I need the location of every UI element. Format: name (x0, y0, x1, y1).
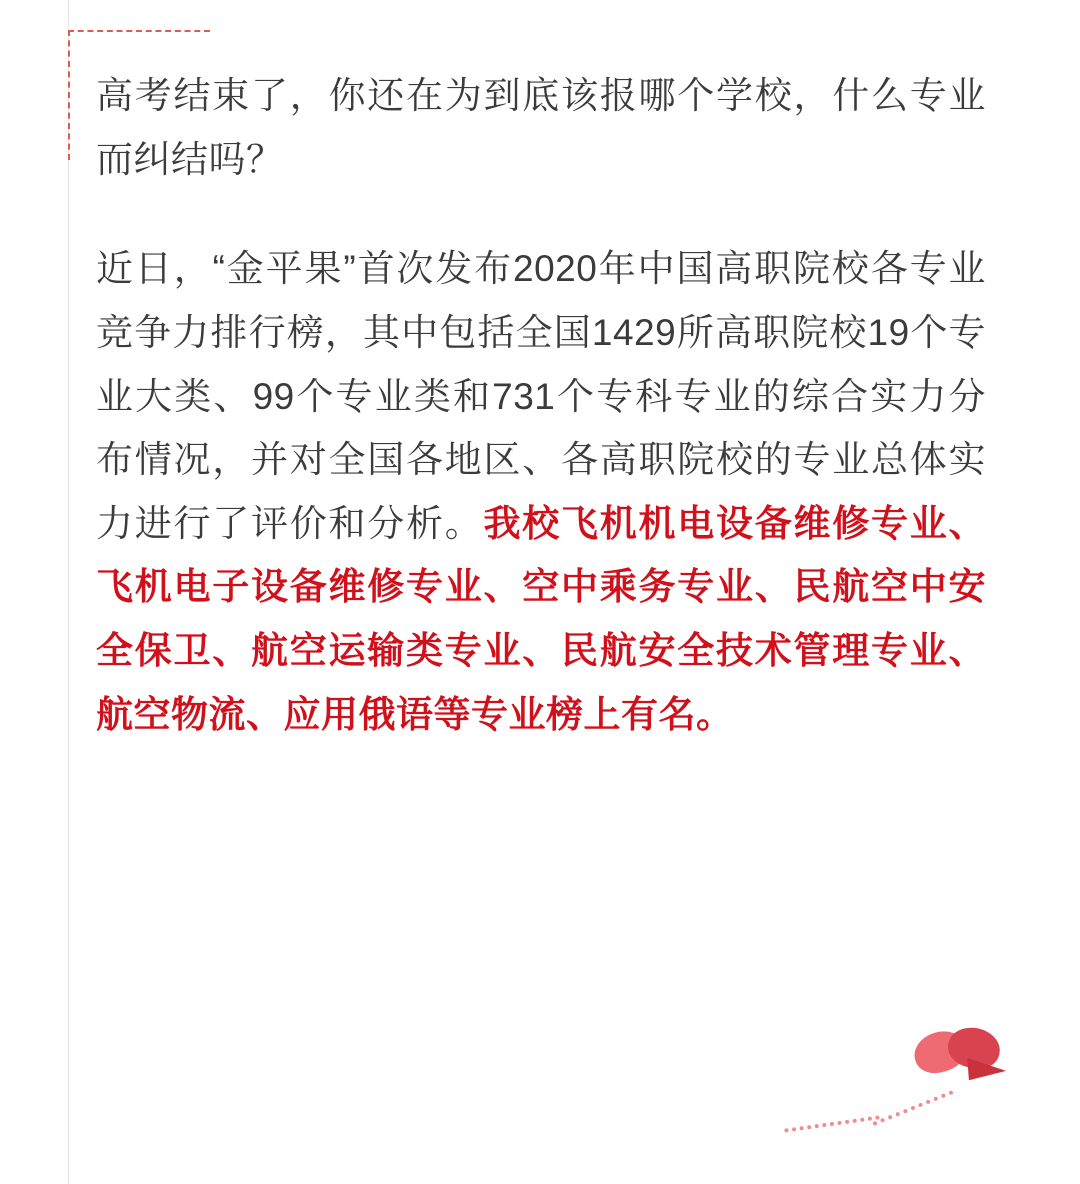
bracket-vertical-line (68, 30, 70, 160)
trail-dash-2 (872, 1090, 953, 1126)
paragraph-body-highlight: 我校飞机机电设备维修专业、飞机电子设备维修专业、空中乘务专业、民航空中安全保卫、航空运输类专业、民航安全技术管理专业、航空物流、应用俄语等专业榜上有名。 (96, 502, 986, 735)
article-body (96, 64, 986, 746)
decorative-heart-ribbon (784, 1026, 1024, 1136)
bracket-horizontal-line (68, 30, 210, 32)
dotted-trail-icon (784, 1092, 984, 1132)
paragraph-intro: 高考结束了，你还在为到底该报哪个学校，什么专业而纠结吗？ (96, 75, 986, 180)
left-vertical-rule (68, 0, 69, 1184)
paragraph-body-text: 近日，“金平果”首次发布2020年中国高职院校各专业竞争力排行榜，其中包括全国1429所高职院校19个专业大类、99个专业类和731个专科专业的综合实力分布情况，并对全国各地区、各高职院校的专业总体实力进行了评价和分析。 (96, 248, 986, 544)
trail-dash-1 (784, 1115, 880, 1132)
paragraph-body (96, 237, 986, 746)
heart-icon (914, 1026, 1006, 1088)
